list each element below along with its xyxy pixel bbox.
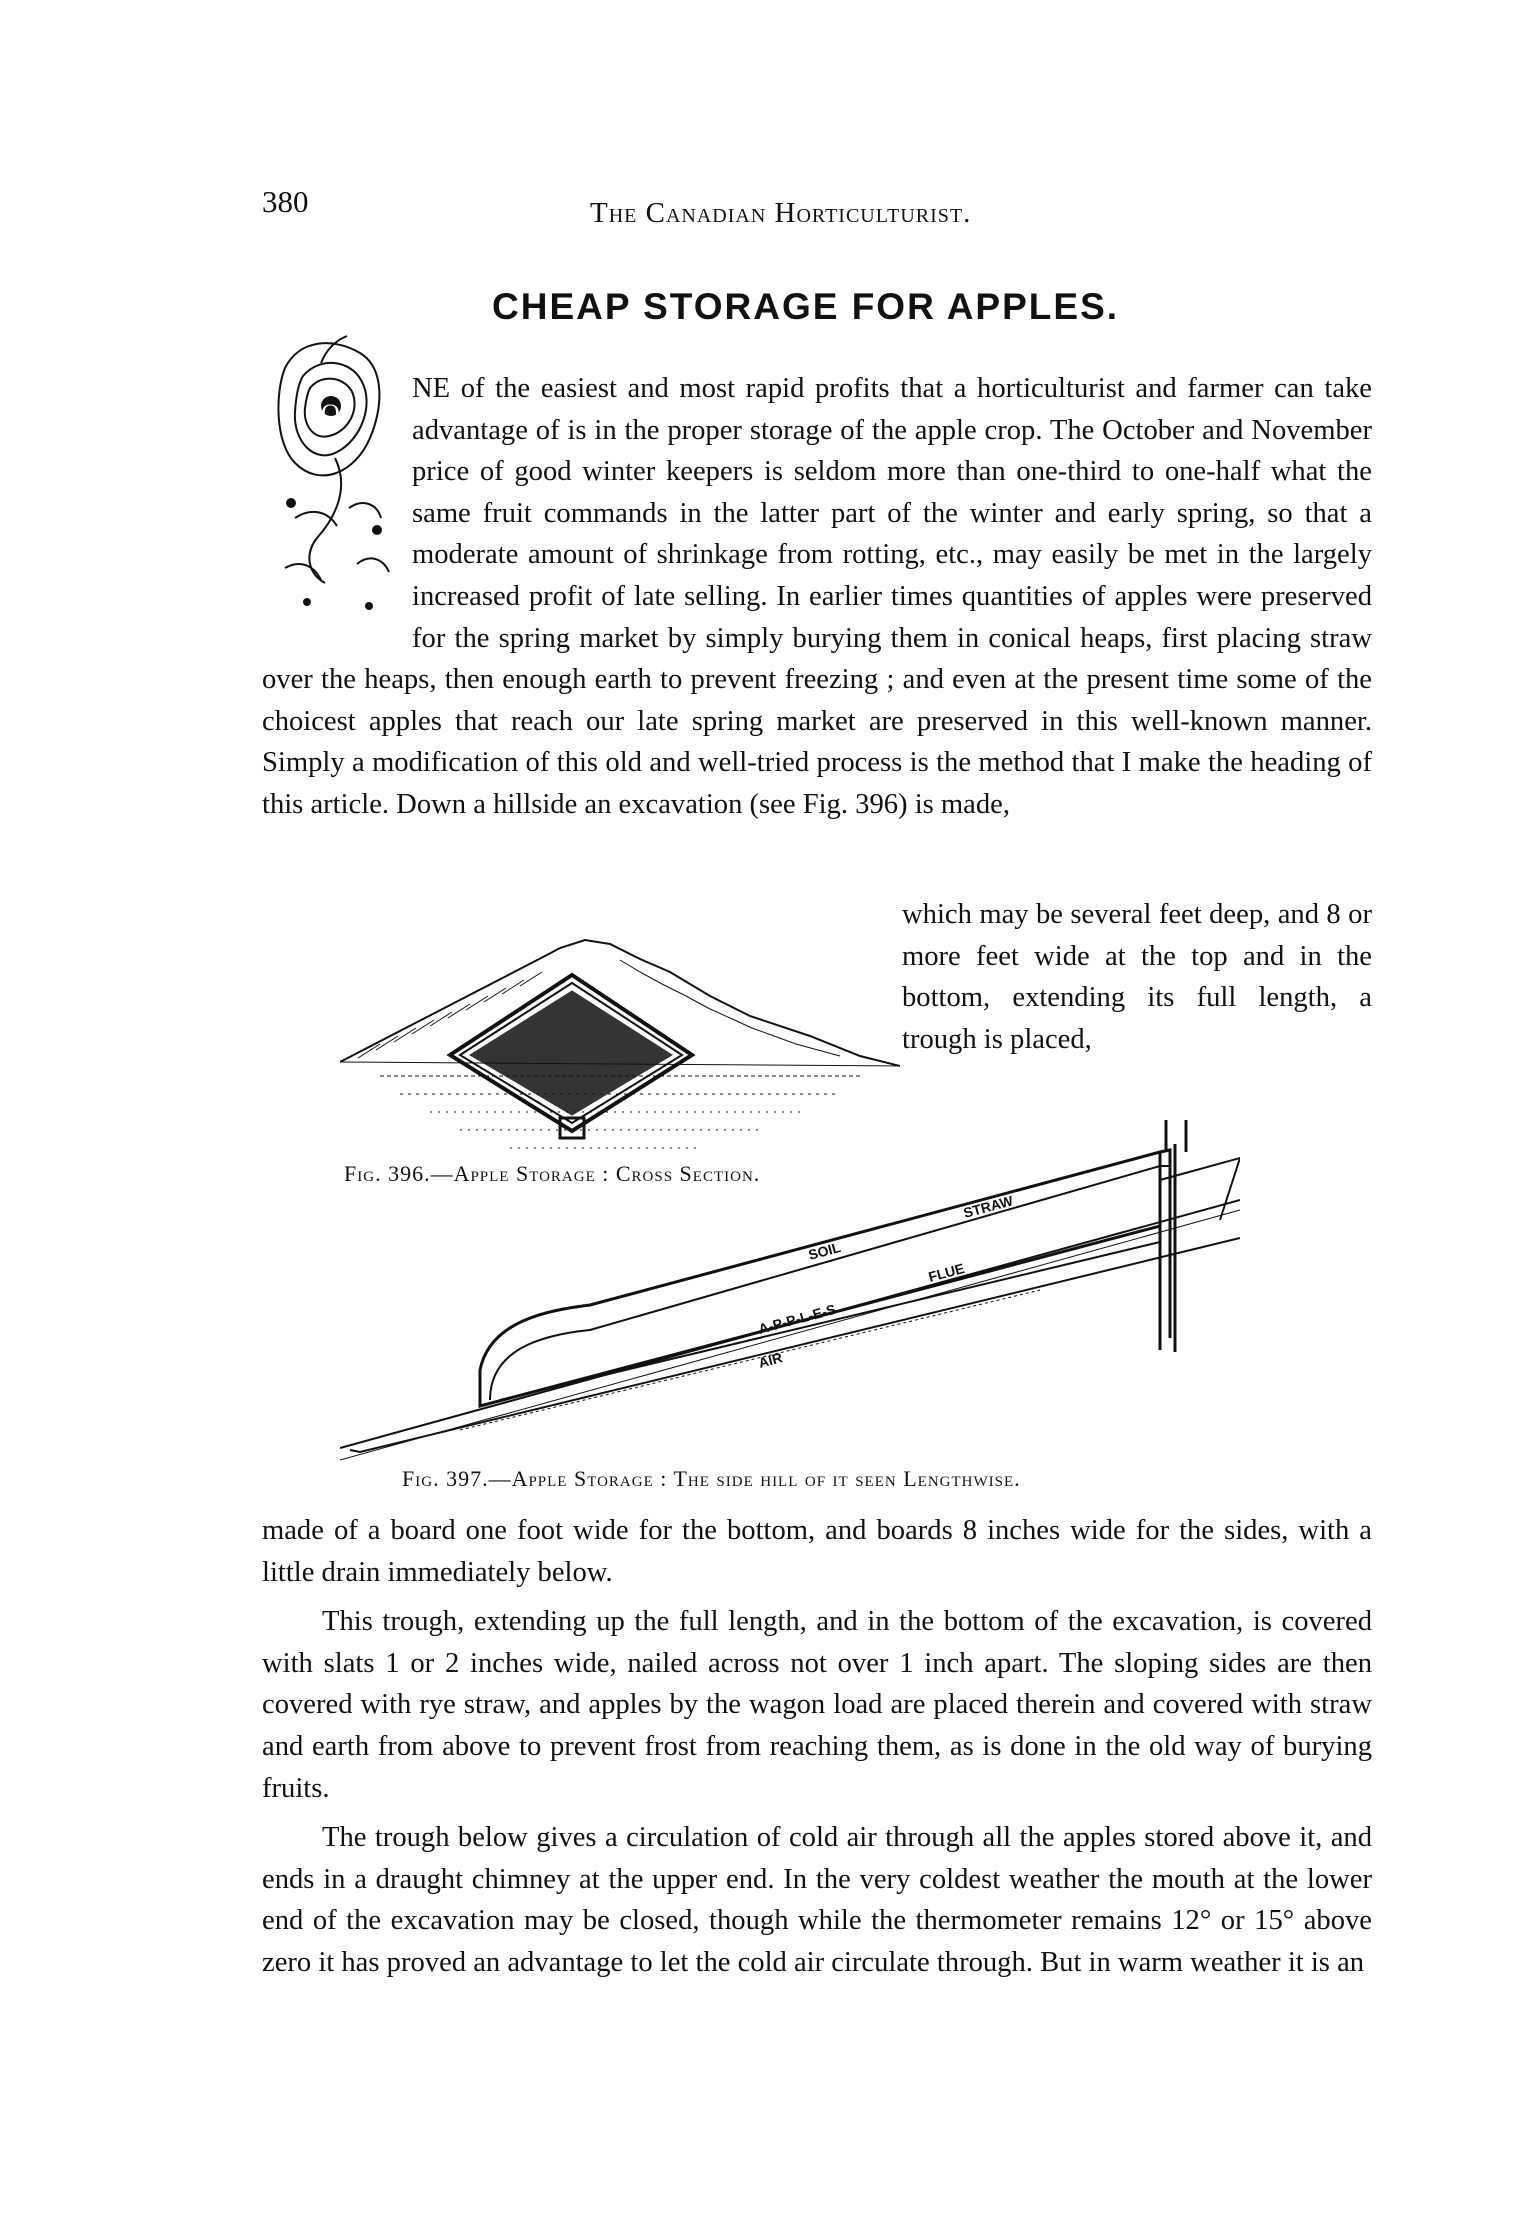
intro-text: NE of the easiest and most rapid profits that a horticulturist and farmer can take advantage of is in the proper storage of the apple crop. The October and November price of good winter keepers is seldom more than one-third to one-half what the same fruit commands in the latter part of the winter and early spring, so that a moderate amount of shrinkage from rotting, etc., may easily be met in the largely increased profit of late selling. In earlier times quantities of apples were preserved for the spring market by simply burying them in conical heaps, first placing straw over the heaps, then enough earth to prevent freezing ; and even at the present time some of the choicest apples that reach our late spring market are preserved in this well-known manner. Simply a modification of this old and well-tried process is the method that I make the heading of this article. Down a hillside an excavation (see Fig. 396) is made, bbox=[262, 373, 1372, 820]
figure-397-caption: Fig. 397.—Apple Storage : The side hill of it seen Lengthwise. bbox=[402, 1466, 1021, 1491]
fig397-label-air: AIR bbox=[756, 1349, 785, 1371]
fig397-label-soil: SOIL bbox=[806, 1238, 843, 1263]
running-head: The Canadian Horticulturist. bbox=[590, 197, 972, 229]
intro-paragraph bbox=[262, 368, 1372, 826]
fig397-label-flue: FLUE bbox=[926, 1259, 967, 1285]
article-title: CHEAP STORAGE FOR APPLES. bbox=[492, 286, 1120, 327]
figure-396-caption: Fig. 396.—Apple Storage : Cross Section. bbox=[344, 1161, 761, 1186]
body-text bbox=[262, 1510, 1372, 1984]
body-paragraph-1: made of a board one foot wide for the bottom, and boards 8 inches wide for the sides, with a little drain immediately below. bbox=[262, 1515, 1372, 1588]
fig397-label-straw: STRAW bbox=[961, 1192, 1015, 1221]
side-column-text: which may be several feet deep, and 8 or more feet wide at the top and in the bottom, extending its full length, a trough is placed, bbox=[902, 899, 1372, 1055]
figure-397-lengthwise bbox=[340, 1070, 1240, 1470]
fig397-label-apples: A-P-P-L-E-S bbox=[756, 1300, 838, 1337]
body-paragraph-3: The trough below gives a circulation of cold air through all the apples stored above it, and ends in a draught chimney at the upper end. In the very coldest weather the mouth at the lower end of the excavation may be closed, though while the thermometer remains 12° or 15° above zero it has proved an advantage to let the cold air circulate through. But in warm weather it is an bbox=[262, 1822, 1372, 1978]
page-number: 380 bbox=[262, 184, 309, 219]
body-paragraph-2: This trough, extending up the full length, and in the bottom of the excavation, is covered with slats 1 or 2 inches wide, nailed across not over 1 inch apart. The sloping sides are then covered with rye straw, and apples by the wagon load are placed therein and covered with straw and earth from above to prevent frost from reaching them, as is done in the old way of burying fruits. bbox=[262, 1606, 1372, 1804]
dropcap-letter: O bbox=[321, 399, 340, 428]
